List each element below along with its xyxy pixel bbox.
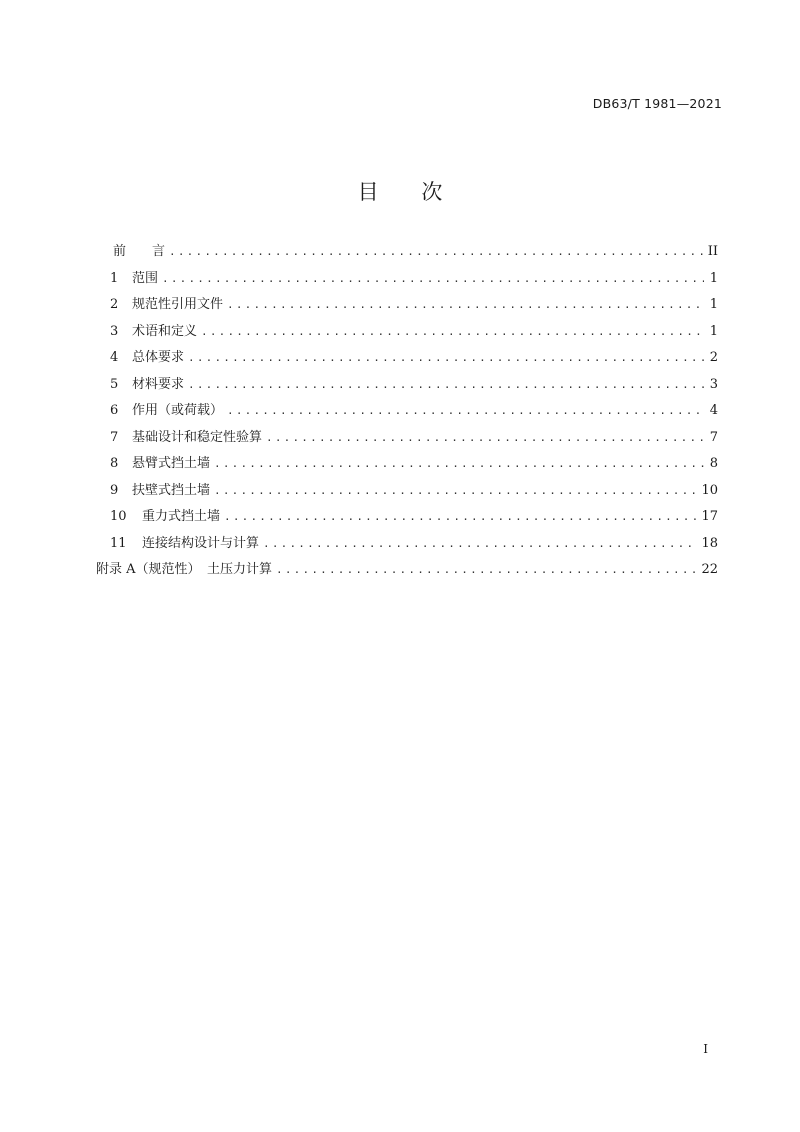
- toc-entry-number: 10: [110, 509, 127, 524]
- toc-entry-1[interactable]: [96, 267, 718, 294]
- dot-leader: [224, 510, 697, 523]
- document-code: DB63/T 1981—2021: [592, 96, 722, 111]
- toc-page-number: 3: [709, 376, 718, 392]
- toc-entry-11[interactable]: [96, 532, 718, 559]
- dot-leader: [227, 298, 704, 311]
- toc-entry-number: 7: [110, 429, 119, 445]
- toc-page-number: 1: [709, 270, 718, 286]
- toc-entry-preface[interactable]: [96, 240, 718, 267]
- toc-page-number: 10: [701, 482, 718, 498]
- toc-page-number: II: [707, 244, 718, 259]
- dot-leader: [188, 351, 704, 364]
- toc-entry-label: 总体要求: [132, 350, 185, 365]
- dot-leader: [201, 325, 704, 338]
- toc-entry-number: 1: [110, 270, 119, 286]
- page-title: 目 次: [357, 180, 443, 204]
- toc-entry-number: 8: [110, 456, 119, 471]
- dot-leader: [214, 457, 704, 470]
- toc-entry-number: 2: [110, 297, 119, 312]
- toc-entry-label: 连接结构设计与计算: [142, 535, 260, 551]
- toc-page-number: 1: [709, 323, 718, 339]
- toc-entry-label: 作用（或荷载）: [132, 403, 224, 418]
- dot-leader: [188, 378, 704, 391]
- toc-entry-label: 术语和定义: [132, 323, 198, 339]
- toc-page-number: 18: [701, 535, 718, 551]
- toc-entry-label: 前 言: [113, 244, 166, 259]
- toc-entry-number: 11: [110, 535, 127, 551]
- dot-leader: [276, 563, 697, 576]
- toc-entry-8[interactable]: [96, 452, 718, 479]
- toc-entry-number: 5: [110, 376, 119, 392]
- dot-leader: [263, 537, 697, 550]
- toc-page-number: 4: [709, 403, 718, 418]
- toc-entry-9[interactable]: [96, 479, 718, 506]
- toc-entry-label: 悬臂式挡土墙: [132, 456, 211, 471]
- toc-entry-number: 3: [110, 323, 119, 339]
- toc-entry-label: 附录 A（规范性） 土压力计算: [96, 562, 273, 577]
- toc-entry-label: 范围: [132, 270, 159, 286]
- toc-entry-number: 4: [110, 350, 119, 365]
- toc-entry-label: 重力式挡土墙: [142, 509, 221, 524]
- toc-entry-label: 扶壁式挡土墙: [132, 482, 211, 498]
- toc-entry-10[interactable]: [96, 505, 718, 532]
- toc-entry-6[interactable]: [96, 399, 718, 426]
- toc-entry-label: 基础设计和稳定性验算: [132, 429, 263, 445]
- toc-page-number: 22: [701, 562, 718, 577]
- toc-entry-label: 规范性引用文件: [132, 297, 224, 312]
- dot-leader: [227, 404, 704, 417]
- toc-entry-number: 6: [110, 403, 119, 418]
- toc-page-number: 2: [709, 350, 718, 365]
- toc-page-number: 8: [709, 456, 718, 471]
- dot-leader: [169, 245, 704, 258]
- toc-page-number: 17: [701, 509, 718, 524]
- toc-page-number: 7: [709, 429, 718, 445]
- toc-entry-number: 9: [110, 482, 119, 498]
- toc-entry-label: 材料要求: [132, 376, 185, 392]
- table-of-contents: [96, 240, 718, 585]
- toc-entry-5[interactable]: [96, 373, 718, 400]
- page-number: I: [703, 1042, 708, 1056]
- dot-leader: [266, 431, 704, 444]
- toc-entry-2[interactable]: [96, 293, 718, 320]
- toc-entry-7[interactable]: [96, 426, 718, 453]
- dot-leader: [214, 484, 697, 497]
- toc-entry-appendix-a[interactable]: [96, 558, 718, 585]
- toc-entry-3[interactable]: [96, 320, 718, 347]
- dot-leader: [162, 272, 704, 285]
- toc-entry-4[interactable]: [96, 346, 718, 373]
- toc-page-number: 1: [709, 297, 718, 312]
